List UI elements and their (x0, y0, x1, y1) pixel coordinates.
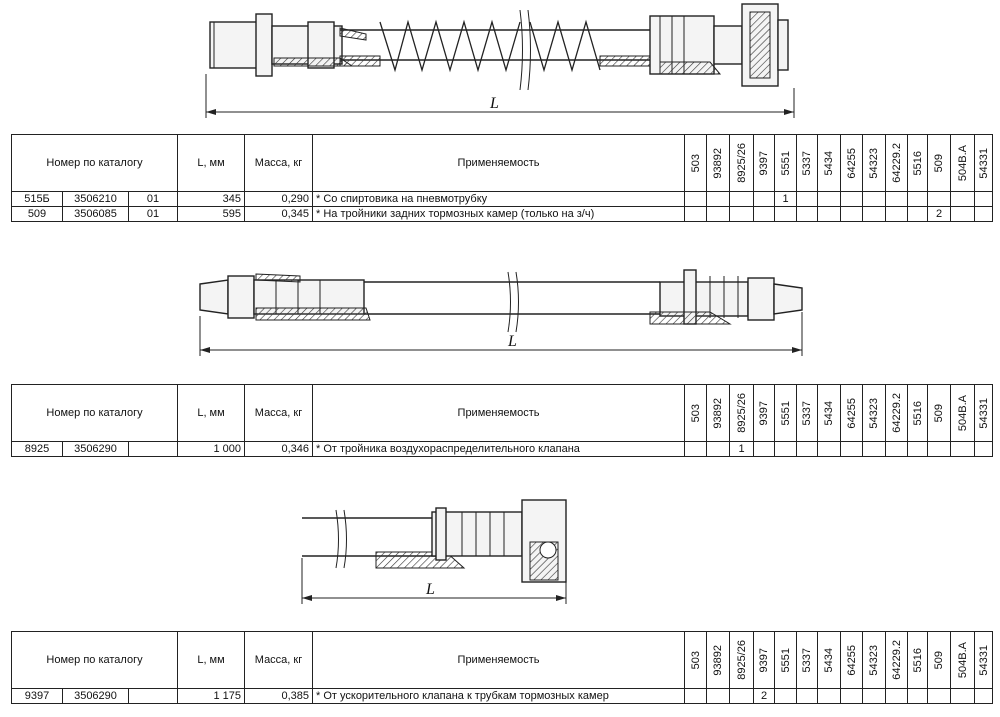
count-cell (797, 442, 818, 457)
model-header: 64229.2 (886, 385, 908, 442)
catalog-table-2 (11, 384, 993, 457)
model-header: 54331 (975, 135, 993, 192)
model-header: 5337 (797, 135, 818, 192)
model-header: 64255 (841, 632, 863, 689)
group-cell: 8925 (12, 442, 63, 457)
model-header: 503 (685, 135, 707, 192)
catalog-header: Номер по каталогу (12, 632, 178, 689)
model-header: 5516 (908, 385, 928, 442)
mass-cell: 0,290 (245, 192, 313, 207)
catalog-table-1 (11, 134, 993, 222)
mass-header: Масса, кг (245, 385, 313, 442)
count-cell (975, 192, 993, 207)
mass-header: Масса, кг (245, 632, 313, 689)
number-cell: 3506210 (63, 192, 129, 207)
count-cell (975, 442, 993, 457)
catalog-header: Номер по каталогу (12, 135, 178, 192)
count-cell (754, 442, 775, 457)
count-cell (863, 207, 886, 222)
count-cell (841, 442, 863, 457)
mass-cell: 0,385 (245, 689, 313, 704)
model-header: 504В.А (951, 385, 975, 442)
count-cell (886, 207, 908, 222)
hose-drawing-3 (296, 492, 596, 610)
count-cell (730, 207, 754, 222)
length-header: L, мм (178, 135, 245, 192)
dimension-label: L (508, 333, 517, 350)
count-cell (797, 689, 818, 704)
count-cell (818, 192, 841, 207)
applicability-header: Применяемость (313, 632, 685, 689)
count-cell (685, 207, 707, 222)
group-cell: 509 (12, 207, 63, 222)
model-header: 54331 (975, 385, 993, 442)
model-header: 504В.А (951, 632, 975, 689)
table-header-row (12, 385, 993, 442)
count-cell (797, 207, 818, 222)
hose-drawing-2 (190, 262, 810, 360)
model-header: 5516 (908, 632, 928, 689)
model-header: 503 (685, 385, 707, 442)
count-cell (928, 689, 951, 704)
model-header: 8925/26 (730, 385, 754, 442)
number-cell: 3506085 (63, 207, 129, 222)
variant-cell (129, 442, 178, 457)
dimension-label: L (426, 581, 435, 598)
count-cell (863, 192, 886, 207)
applicability-header: Применяемость (313, 385, 685, 442)
group-cell: 9397 (12, 689, 63, 704)
model-header: 9397 (754, 135, 775, 192)
count-cell (908, 192, 928, 207)
count-cell (975, 207, 993, 222)
count-cell (707, 192, 730, 207)
model-header: 8925/26 (730, 135, 754, 192)
count-cell: 2 (928, 207, 951, 222)
table-header-row (12, 135, 993, 192)
model-header: 9397 (754, 385, 775, 442)
applicability-cell: * От тройника воздухораспределительного клапана (313, 442, 685, 457)
model-header: 504В.А (951, 135, 975, 192)
model-header: 5337 (797, 632, 818, 689)
number-cell: 3506290 (63, 689, 129, 704)
count-cell: 2 (754, 689, 775, 704)
model-header: 509 (928, 632, 951, 689)
count-cell (951, 442, 975, 457)
count-cell (841, 192, 863, 207)
applicability-header: Применяемость (313, 135, 685, 192)
count-cell (908, 442, 928, 457)
model-header: 5434 (818, 135, 841, 192)
model-header: 5551 (775, 385, 797, 442)
catalog-header: Номер по каталогу (12, 385, 178, 442)
mass-cell: 0,345 (245, 207, 313, 222)
model-header: 54323 (863, 135, 886, 192)
applicability-cell: * От ускорительного клапана к трубкам тормозных камер (313, 689, 685, 704)
count-cell (707, 442, 730, 457)
count-cell (707, 689, 730, 704)
count-cell (685, 689, 707, 704)
model-header: 64255 (841, 135, 863, 192)
count-cell (754, 192, 775, 207)
count-cell (685, 442, 707, 457)
table-header-row (12, 632, 993, 689)
table-row (12, 192, 993, 207)
count-cell (908, 207, 928, 222)
number-cell: 3506290 (63, 442, 129, 457)
length-cell: 1 175 (178, 689, 245, 704)
count-cell (975, 689, 993, 704)
count-cell (886, 442, 908, 457)
count-cell (797, 192, 818, 207)
count-cell (928, 442, 951, 457)
count-cell (863, 689, 886, 704)
mass-cell: 0,346 (245, 442, 313, 457)
count-cell (841, 689, 863, 704)
applicability-cell: * Со спиртовика на пневмотрубку (313, 192, 685, 207)
model-header: 509 (928, 385, 951, 442)
applicability-cell: * На тройники задних тормозных камер (только на з/ч) (313, 207, 685, 222)
model-header: 5337 (797, 385, 818, 442)
count-cell (951, 207, 975, 222)
variant-cell: 01 (129, 207, 178, 222)
count-cell (928, 192, 951, 207)
mass-header: Масса, кг (245, 135, 313, 192)
count-cell (841, 207, 863, 222)
model-header: 9397 (754, 632, 775, 689)
group-cell: 515Б (12, 192, 63, 207)
count-cell (818, 442, 841, 457)
count-cell (886, 192, 908, 207)
model-header: 54323 (863, 385, 886, 442)
model-header: 5551 (775, 135, 797, 192)
model-header: 8925/26 (730, 632, 754, 689)
length-cell: 595 (178, 207, 245, 222)
variant-cell: 01 (129, 192, 178, 207)
model-header: 5516 (908, 135, 928, 192)
model-header: 5551 (775, 632, 797, 689)
model-header: 64229.2 (886, 632, 908, 689)
table-row (12, 689, 993, 704)
model-header: 509 (928, 135, 951, 192)
model-header: 64229.2 (886, 135, 908, 192)
model-header: 64255 (841, 385, 863, 442)
model-header: 5434 (818, 385, 841, 442)
count-cell (775, 689, 797, 704)
count-cell (730, 192, 754, 207)
count-cell (775, 442, 797, 457)
hose-drawing-1 (190, 0, 810, 122)
length-header: L, мм (178, 385, 245, 442)
catalog-table-3 (11, 631, 993, 704)
count-cell (951, 192, 975, 207)
count-cell (886, 689, 908, 704)
dimension-label: L (490, 95, 499, 112)
model-header: 5434 (818, 632, 841, 689)
count-cell (775, 207, 797, 222)
count-cell (685, 192, 707, 207)
count-cell (707, 207, 730, 222)
count-cell: 1 (775, 192, 797, 207)
count-cell: 1 (730, 442, 754, 457)
variant-cell (129, 689, 178, 704)
table-row (12, 207, 993, 222)
table-row (12, 442, 993, 457)
count-cell (908, 689, 928, 704)
count-cell (863, 442, 886, 457)
count-cell (818, 207, 841, 222)
model-header: 54331 (975, 632, 993, 689)
length-cell: 1 000 (178, 442, 245, 457)
model-header: 93892 (707, 385, 730, 442)
length-header: L, мм (178, 632, 245, 689)
length-cell: 345 (178, 192, 245, 207)
count-cell (754, 207, 775, 222)
model-header: 93892 (707, 632, 730, 689)
count-cell (951, 689, 975, 704)
model-header: 503 (685, 632, 707, 689)
count-cell (818, 689, 841, 704)
count-cell (730, 689, 754, 704)
model-header: 93892 (707, 135, 730, 192)
model-header: 54323 (863, 632, 886, 689)
